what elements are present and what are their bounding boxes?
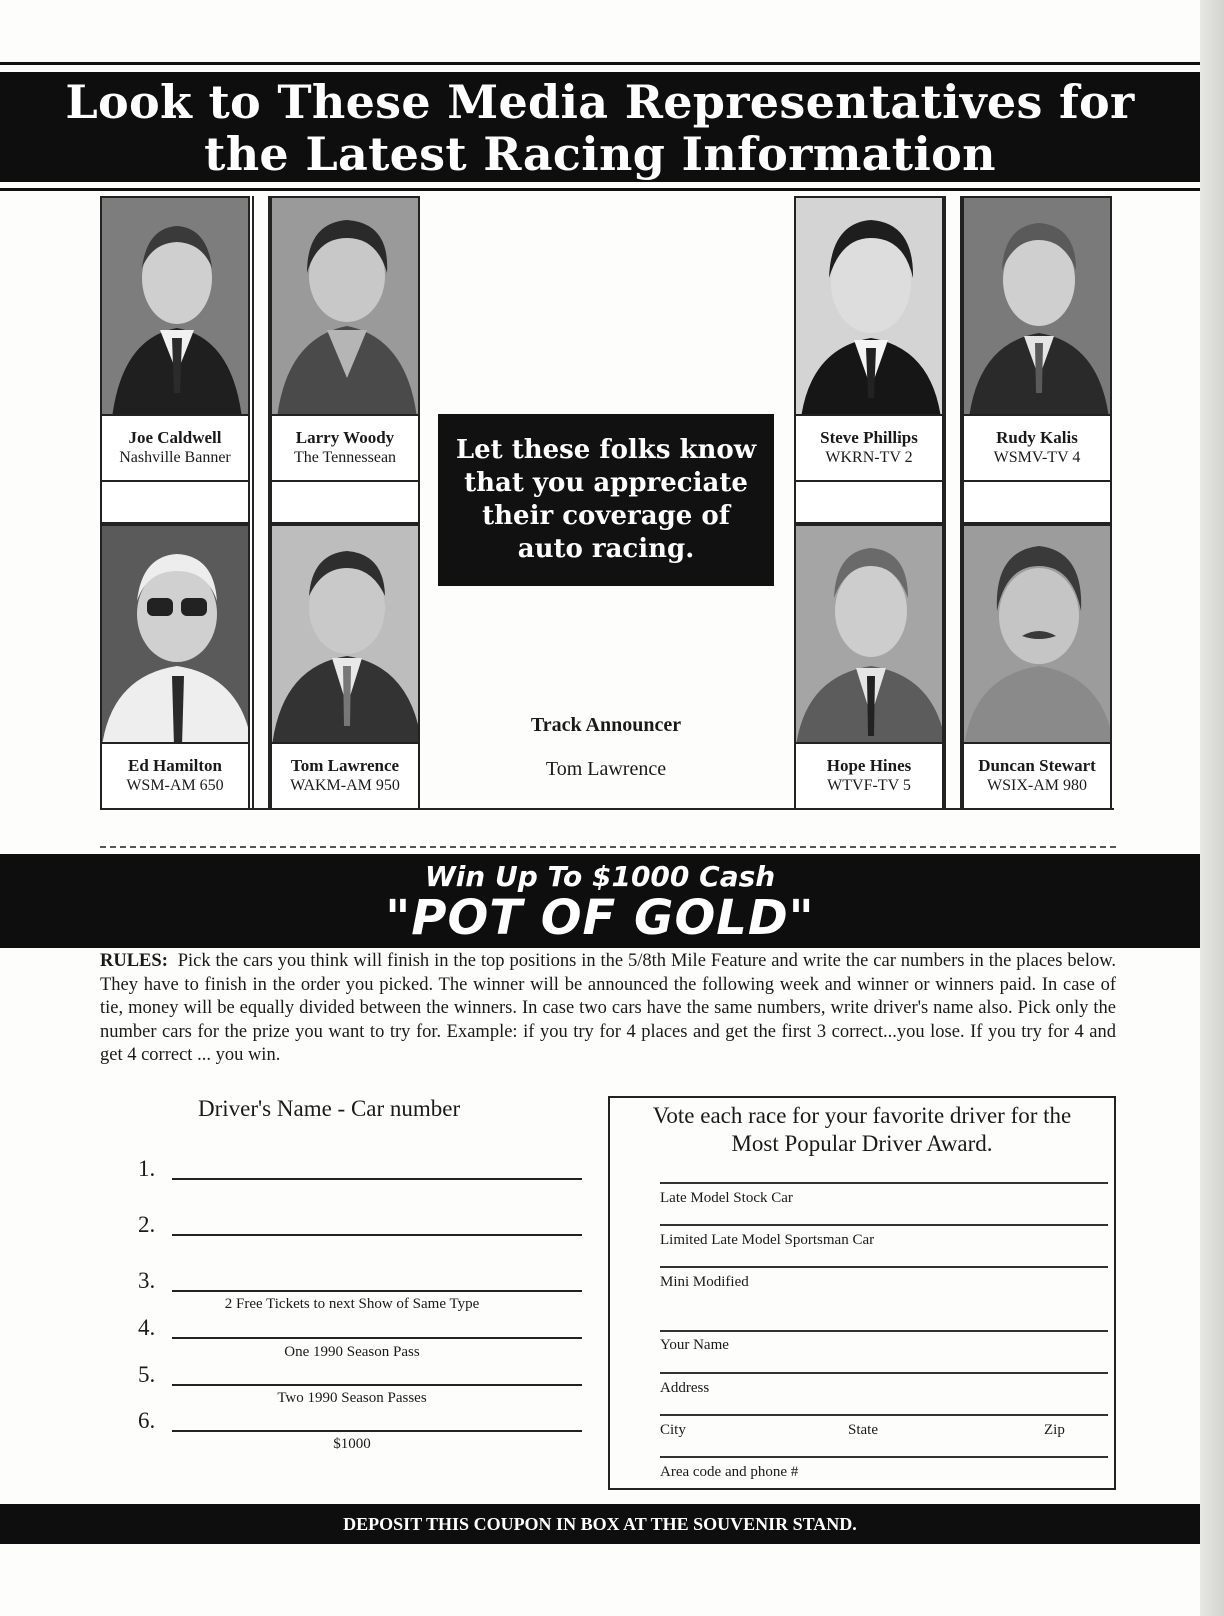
message-line: auto racing. (517, 534, 695, 564)
phone-entry-line[interactable] (660, 1456, 1108, 1458)
person-station: The Tennessean (293, 449, 397, 466)
pick-entry-line[interactable] (172, 1384, 582, 1386)
deposit-instruction: DEPOSIT THIS COUPON IN BOX AT THE SOUVENIR STAND. (0, 1504, 1200, 1544)
vote-field-label: Your Name (660, 1337, 729, 1353)
portrait-photo (270, 524, 420, 744)
vote-field-label: State (848, 1422, 878, 1438)
appreciation-message (438, 414, 774, 586)
portrait-photo (794, 196, 944, 416)
prize-label: 2 Free Tickets to next Show of Same Type (224, 1296, 480, 1312)
person-name: Rudy Kalis (996, 428, 1078, 447)
vote-heading-line: Most Popular Driver Award. (731, 1131, 993, 1156)
pick-entry-line[interactable] (172, 1430, 582, 1432)
vote-field-label: Address (660, 1380, 710, 1396)
person-name: Duncan Stewart (978, 756, 1096, 775)
picks-heading: Driver's Name - Car number (198, 1096, 461, 1121)
contest-banner (0, 854, 1200, 948)
person-station: WTVF-TV 5 (827, 777, 911, 794)
portrait-photo (962, 524, 1112, 744)
prize-label: $1000 (333, 1436, 371, 1452)
prize-label: One 1990 Season Pass (284, 1344, 420, 1360)
pick-entry-line[interactable] (172, 1178, 582, 1180)
person-station: WSM-AM 650 (126, 777, 224, 794)
header-title-line2: the Latest Racing Information (204, 127, 996, 181)
header-title-line1: Look to These Media Representatives for (65, 75, 1135, 129)
contest-subtitle: Win Up To $1000 Cash (424, 860, 776, 893)
person-station: WSIX-AM 980 (987, 777, 1087, 794)
blank-box (270, 480, 420, 524)
limited-late-model-entry-line[interactable] (660, 1224, 1108, 1226)
message-line: Let these folks know (455, 435, 757, 465)
contest-title: "POT OF GOLD" (385, 890, 815, 946)
late-model-entry-line[interactable] (660, 1182, 1108, 1184)
prize-label: Two 1990 Season Passes (277, 1390, 427, 1406)
pick-number: 3. (138, 1268, 156, 1293)
person-rudy-kalis (962, 196, 1112, 482)
blank-box (100, 480, 250, 524)
page-edge (1200, 0, 1224, 1616)
column-divider (944, 196, 946, 810)
person-station: WKRN-TV 2 (825, 449, 913, 466)
person-name: Tom Lawrence (290, 756, 400, 775)
vote-field-label: Zip (1044, 1422, 1065, 1438)
person-tom-lawrence (270, 524, 420, 810)
blank-box (962, 480, 1112, 524)
pick-number: 2. (138, 1212, 156, 1237)
message-line: their coverage of (482, 501, 730, 531)
person-joe-caldwell (100, 196, 250, 482)
portrait-photo (100, 196, 250, 416)
rules-label: RULES: (100, 951, 168, 971)
pick-entry-line[interactable] (172, 1290, 582, 1292)
person-station: WSMV-TV 4 (993, 449, 1081, 466)
person-name: Joe Caldwell (128, 428, 222, 447)
person-steve-phillips (794, 196, 944, 482)
person-larry-woody (270, 196, 420, 482)
contest-rules (100, 950, 1116, 1068)
person-name: Steve Phillips (820, 428, 918, 447)
rules-text: Pick the cars you think will finish in the top positions in the 5/8th Mile Feature and write the car numbers in the places below. They have to finish in the order you picked. The winner will be announced the following week and winner or winners paid. In case of tie, money will be equally divided between the winners. In case two cars have the same numbers, write driver's name also. Pick only the number cars for the prize you want to try for. Example: if you try for 4 places and get the first 3 correct...you lose. If you try for 4 and get 4 correct ... you win. (100, 951, 1117, 1065)
vote-field-label: Late Model Stock Car (660, 1190, 793, 1206)
vote-heading (612, 1102, 1112, 1158)
mini-modified-entry-line[interactable] (660, 1266, 1108, 1268)
person-name: Hope Hines (826, 756, 912, 775)
vote-heading-line: Vote each race for your favorite driver for the (652, 1103, 1072, 1128)
vote-field-label: Mini Modified (660, 1274, 749, 1290)
message-line: that you appreciate (464, 468, 748, 498)
address-entry-line[interactable] (660, 1372, 1108, 1374)
pick-number: 1. (138, 1156, 156, 1181)
person-station: WAKM-AM 950 (290, 777, 400, 794)
vote-field-label: Area code and phone # (660, 1464, 799, 1480)
announcer-title: Track Announcer (530, 714, 682, 736)
pick-number: 4. (138, 1315, 156, 1340)
header-banner (0, 72, 1200, 182)
header-rule-bottom (0, 188, 1200, 191)
person-duncan-stewart (962, 524, 1112, 810)
city-state-zip-entry-line[interactable] (660, 1414, 1108, 1416)
person-station: Nashville Banner (119, 449, 231, 466)
person-ed-hamilton (100, 524, 250, 810)
person-name: Ed Hamilton (128, 756, 222, 775)
coupon-cut-line (100, 846, 1116, 848)
pick-number: 5. (138, 1362, 156, 1387)
portrait-photo (100, 524, 250, 744)
pick-entry-line[interactable] (172, 1234, 582, 1236)
column-divider (252, 196, 254, 810)
portrait-photo (794, 524, 944, 744)
vote-field-label: City (660, 1422, 686, 1438)
blank-box (794, 480, 944, 524)
portrait-photo (270, 196, 420, 416)
grid-bottom-rule (100, 808, 1114, 810)
header-rule-top (0, 62, 1200, 65)
pick-number: 6. (138, 1408, 156, 1433)
person-hope-hines (794, 524, 944, 810)
name-entry-line[interactable] (660, 1330, 1108, 1332)
person-name: Larry Woody (295, 428, 395, 447)
vote-field-label: Limited Late Model Sportsman Car (660, 1232, 875, 1248)
pick-entry-line[interactable] (172, 1337, 582, 1339)
portrait-photo (962, 196, 1112, 416)
announcer-name: Tom Lawrence (545, 758, 667, 780)
